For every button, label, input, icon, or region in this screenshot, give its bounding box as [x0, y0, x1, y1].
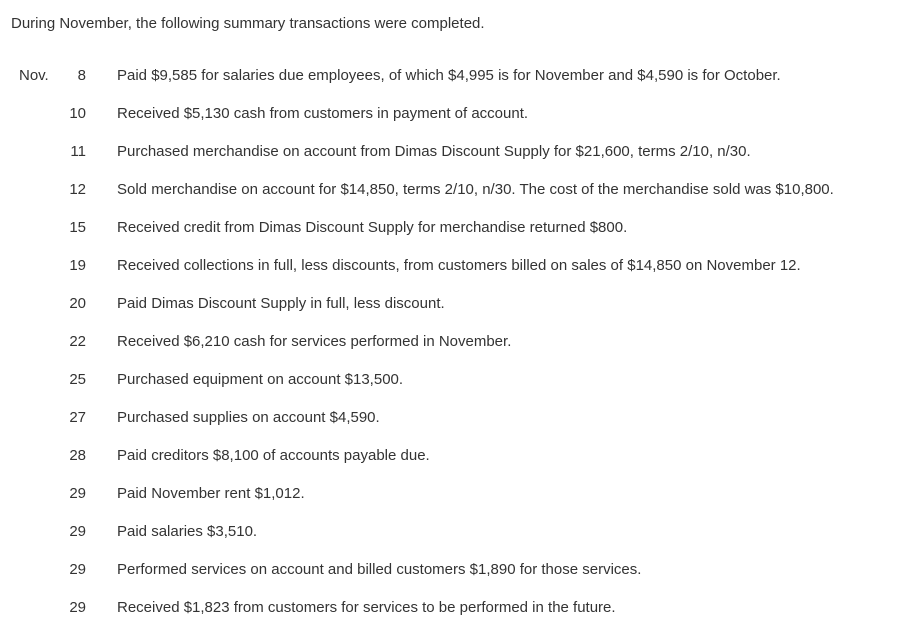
transaction-month: Nov.	[19, 67, 49, 84]
transaction-row	[0, 256, 913, 294]
transaction-description: Purchased supplies on account $4,590.	[117, 409, 380, 426]
transaction-row	[0, 218, 913, 256]
transaction-description: Performed services on account and billed customers $1,890 for those services.	[117, 561, 642, 578]
transaction-description: Received $1,823 from customers for services to be performed in the future.	[117, 599, 616, 616]
transaction-description: Paid salaries $3,510.	[117, 523, 258, 540]
transaction-day: 12	[69, 181, 86, 198]
transaction-row	[0, 104, 913, 142]
transaction-day: 22	[69, 333, 86, 350]
transaction-row	[0, 66, 913, 104]
transaction-day: 15	[69, 219, 86, 236]
transaction-row	[0, 142, 913, 180]
transaction-day: 29	[69, 561, 86, 578]
transaction-day: 20	[69, 295, 86, 312]
transaction-row	[0, 484, 913, 522]
transaction-description: Purchased equipment on account $13,500.	[117, 371, 404, 388]
transaction-description: Paid Dimas Discount Supply in full, less discount.	[117, 295, 445, 312]
transaction-description: Paid $9,585 for salaries due employees, of which $4,995 is for November and $4,590 is for October.	[117, 67, 781, 84]
transaction-row	[0, 560, 913, 598]
transaction-day: 29	[69, 523, 86, 540]
transaction-row	[0, 370, 913, 408]
transaction-row	[0, 598, 913, 636]
transaction-day: 8	[77, 67, 86, 84]
transaction-description: Received credit from Dimas Discount Supply for merchandise returned $800.	[117, 219, 628, 236]
transaction-row	[0, 446, 913, 484]
transaction-list	[0, 66, 913, 636]
transaction-description: Received $6,210 cash for services performed in November.	[117, 333, 512, 350]
transaction-row	[0, 294, 913, 332]
transaction-row	[0, 522, 913, 560]
transaction-day: 10	[69, 105, 86, 122]
transaction-description: Sold merchandise on account for $14,850, terms 2/10, n/30. The cost of the merchandise sold was $10,800.	[117, 181, 834, 198]
transaction-row	[0, 332, 913, 370]
transaction-day: 19	[69, 257, 86, 274]
transaction-row	[0, 408, 913, 446]
transaction-day: 27	[69, 409, 86, 426]
transaction-day: 28	[69, 447, 86, 464]
transaction-description: Received $5,130 cash from customers in payment of account.	[117, 105, 529, 122]
transaction-row	[0, 180, 913, 218]
transaction-day: 25	[69, 371, 86, 388]
intro-text: During November, the following summary transactions were completed.	[11, 15, 485, 32]
transaction-day: 29	[69, 485, 86, 502]
transaction-description: Received collections in full, less discounts, from customers billed on sales of $14,850 on November 12.	[117, 257, 801, 274]
transaction-description: Purchased merchandise on account from Dimas Discount Supply for $21,600, terms 2/10, n/30.	[117, 143, 751, 160]
transaction-description: Paid creditors $8,100 of accounts payable due.	[117, 447, 430, 464]
transaction-day: 29	[69, 599, 86, 616]
transaction-description: Paid November rent $1,012.	[117, 485, 305, 502]
transaction-day: 11	[70, 143, 86, 160]
